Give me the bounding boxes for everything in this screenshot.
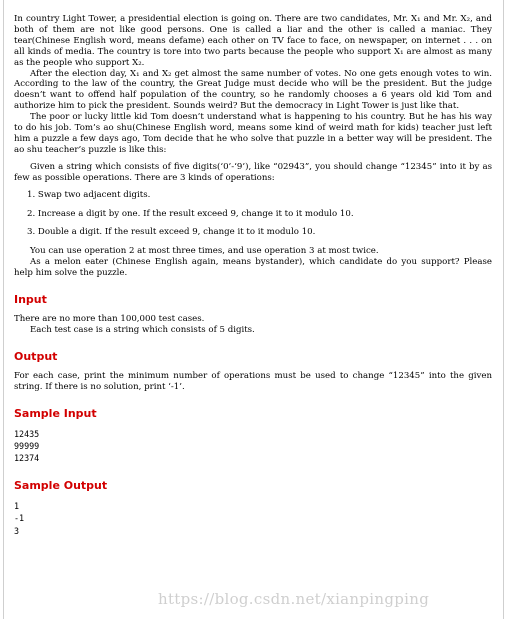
operation-item: 3. Double a digit. If the result exceed 9, change it to it modulo 10. [27, 227, 316, 238]
problem-statement [14, 14, 492, 537]
sample-output-heading: Sample Output [14, 478, 108, 492]
sample-input-block [14, 428, 492, 465]
statement-paragraph-2: After the election day, X₁ and X₂ get almost the same number of votes. No one gets enough votes to win. According to the law of the country, the Great Judge must decide who will be the president. But the judge doesn’t want to offend half population of the country, so he randomly chooses a 6 years old kid Tom and authorize him to pick the president. Sounds weird? But the democracy in Light Tower is just like that. [14, 68, 492, 112]
sample-output-line: 1 [14, 500, 20, 511]
page-border-left [3, 0, 4, 619]
operations-list [14, 190, 492, 239]
output-line-1: For each case, print the minimum number of operations must be used to change “12345” into the given string. If there is no solution, print ‘-1’. [14, 370, 492, 392]
statement-paragraph-4: Given a string which consists of five digits(‘0’-‘9’), like “02943”, you should change “12345” into it by as few as possible operations. There are 3 kinds of operations: [14, 161, 492, 183]
sample-output-line: -1 [14, 513, 25, 524]
sample-input-line: 12374 [14, 453, 40, 464]
operation-item: 2. Increase a digit by one. If the result exceed 9, change it to it modulo 10. [27, 208, 354, 219]
operation-item: 1. Swap two adjacent digits. [27, 189, 151, 200]
output-heading: Output [14, 349, 58, 363]
statement-paragraph-5: You can use operation 2 at most three times, and use operation 3 at most twice. [30, 246, 379, 257]
watermark-url: https://blog.csdn.net/xianpingping [158, 590, 430, 608]
statement-paragraph-1: In country Light Tower, a presidential election is going on. There are two candidates, Mr. X₁ and Mr. X₂, and both of them are not like good persons. One is called a liar and the other is called a maniac. They tear(Chinese English word, means defame) each other on TV face to face, on newspaper, on internet . . . on all kinds of media. The country is tore into two parts because the people who support X₁ are almost as many as the people who support X₂. [14, 14, 492, 68]
statement-paragraph-3: The poor or lucky little kid Tom doesn’t understand what is happening to his country. But he has his way to do his job. Tom’s ao shu(Chinese English word, means some kind of weird math for kids) teacher just left him a puzzle a few days ago, Tom decide that he who solve that puzzle in a better way will be president. The ao shu teacher’s puzzle is like this: [14, 112, 492, 155]
input-line-1: There are no more than 100,000 test cases. [14, 314, 205, 325]
sample-input-line: 12435 [14, 428, 40, 439]
sample-output-line: 3 [14, 525, 20, 536]
page-border-right [503, 0, 504, 619]
input-line-2: Each test case is a string which consists of 5 digits. [30, 324, 255, 335]
sample-input-line: 99999 [14, 441, 40, 452]
statement-paragraph-6: As a melon eater (Chinese English again, means bystander), which candidate do you support? Please help him solve the puzzle. [14, 257, 492, 279]
sample-input-heading: Sample Input [14, 406, 97, 420]
input-heading: Input [14, 293, 47, 307]
sample-output-block [14, 500, 492, 537]
